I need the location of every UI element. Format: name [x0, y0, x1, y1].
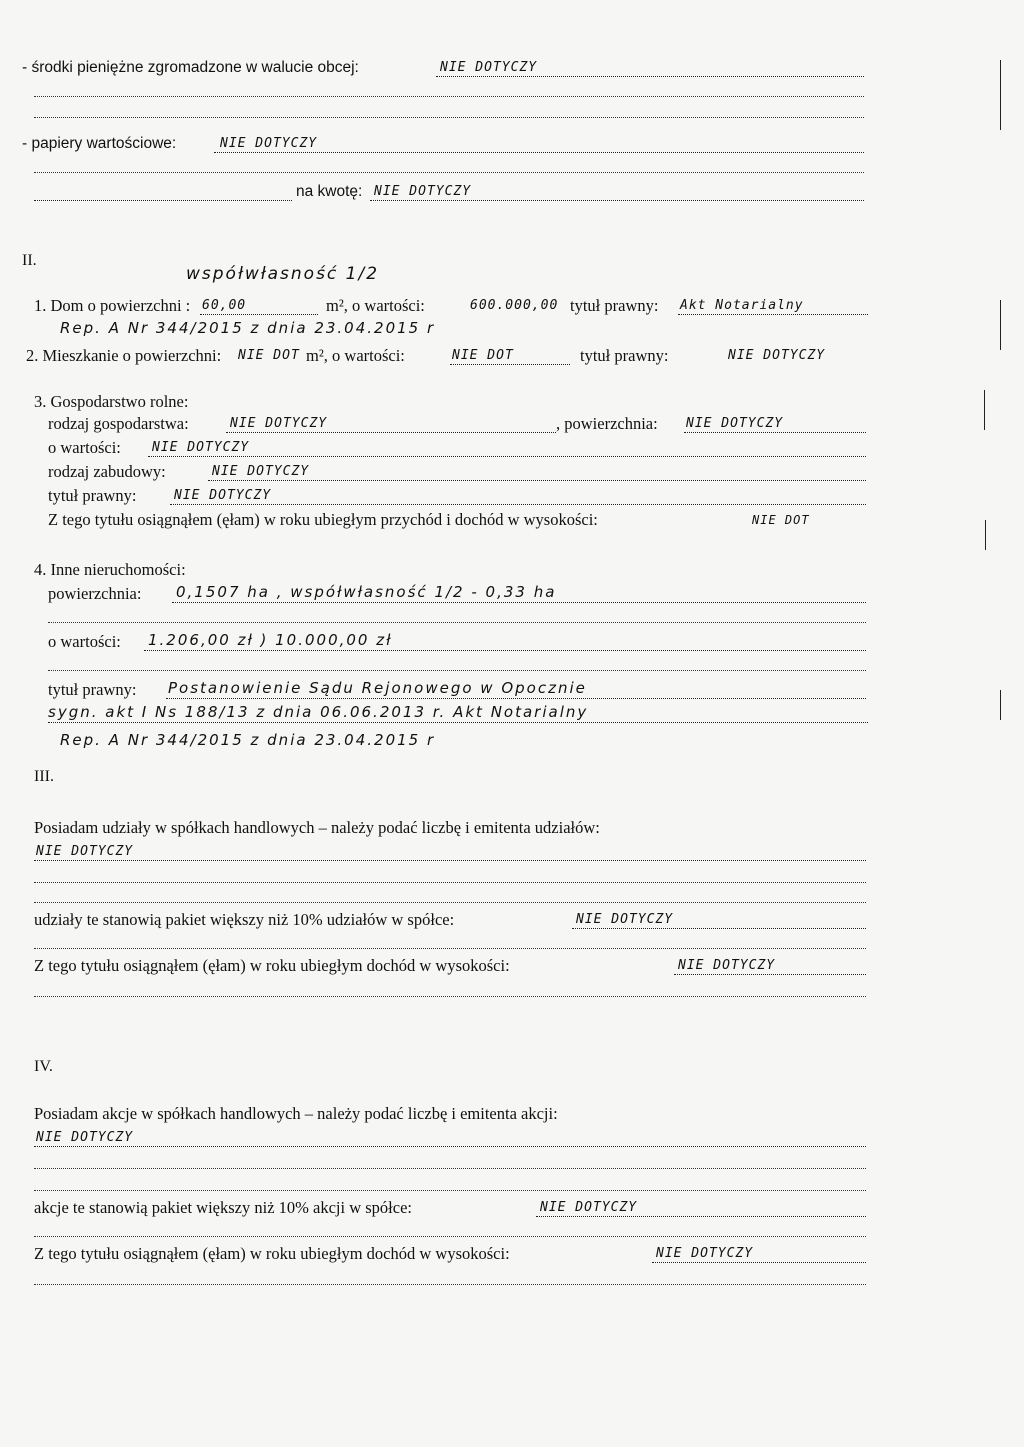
dotted-line: [572, 928, 866, 929]
dotted-line: [34, 96, 864, 97]
farm-income: NIE DOT: [752, 513, 810, 527]
stock-value: NIE DOTYCZY: [36, 1130, 134, 1145]
dotted-line: [34, 882, 866, 883]
stock-package-label: akcje te stanowią pakiet większy niż 10% akcji w spółce:: [34, 1198, 412, 1217]
flat-area: NIE DOT: [238, 348, 300, 363]
flat-title-label: tytuł prawny:: [580, 346, 669, 365]
dotted-line: [34, 948, 866, 949]
stock-label: Posiadam akcje w spółkach handlowych – należy podać liczbę i emitenta akcji:: [34, 1104, 558, 1123]
farm-area-label: , powierzchnia:: [556, 414, 658, 433]
farm-title: NIE DOTYCZY: [174, 488, 272, 503]
shares-package-value: NIE DOTYCZY: [576, 912, 674, 927]
shares-income-value: NIE DOTYCZY: [678, 958, 776, 973]
dotted-line: [674, 974, 866, 975]
margin-line: [1000, 690, 1001, 720]
dotted-line: [144, 650, 866, 651]
other-property-label: 4. Inne nieruchomości:: [34, 560, 186, 579]
farm-area: NIE DOTYCZY: [686, 416, 784, 431]
securities-value: NIE DOTYCZY: [220, 136, 318, 151]
dotted-line: [200, 314, 318, 315]
shares-income-label: Z tego tytułu osiągnąłem (ęłam) w roku ubiegłym dochód w wysokości:: [34, 956, 510, 975]
shares-label: Posiadam udziały w spółkach handlowych – należy podać liczbę i emitenta udziałów:: [34, 818, 600, 837]
margin-line: [1000, 300, 1001, 350]
dotted-line: [34, 1190, 866, 1191]
amount-value: NIE DOTYCZY: [374, 184, 472, 199]
other-area-label: powierzchnia:: [48, 584, 142, 603]
house-title-continued: Rep. A Nr 344/2015 z dnia 23.04.2015 r: [60, 319, 436, 337]
dotted-line: [48, 622, 866, 623]
dotted-line: [48, 670, 866, 671]
dotted-line: [34, 200, 292, 201]
co-ownership-note: współwłasność 1/2: [186, 264, 380, 284]
dotted-line: [34, 1236, 866, 1237]
dotted-line: [34, 1146, 866, 1147]
margin-line: [984, 390, 985, 430]
flat-title: NIE DOTYCZY: [728, 348, 826, 363]
other-title-line-2: sygn. akt I Ns 188/13 z dnia 06.06.2013 r. Akt Notarialny: [48, 703, 589, 721]
margin-line: [985, 520, 986, 550]
flat-value: NIE DOT: [452, 348, 514, 363]
shares-package-label: udziały te stanowią pakiet większy niż 10% udziałów w spółce:: [34, 910, 455, 929]
dotted-line: [450, 364, 570, 365]
farm-type-label: rodzaj gospodarstwa:: [48, 414, 189, 433]
house-title: Akt Notarialny: [680, 298, 804, 313]
dotted-line: [170, 504, 866, 505]
other-value: 1.206,00 zł ) 10.000,00 zł: [148, 631, 393, 649]
dotted-line: [148, 456, 866, 457]
stock-income-value: NIE DOTYCZY: [656, 1246, 754, 1261]
house-value-label: m², o wartości:: [326, 296, 425, 315]
dotted-line: [536, 1216, 866, 1217]
dotted-line: [678, 314, 868, 315]
dotted-line: [34, 996, 866, 997]
section-ii-numeral: II.: [22, 252, 37, 269]
farm-value-label: o wartości:: [48, 438, 121, 457]
dotted-line: [172, 602, 866, 603]
amount-label: na kwotę:: [296, 183, 363, 200]
dotted-line: [34, 860, 866, 861]
dotted-line: [34, 172, 864, 173]
house-label: 1. Dom o powierzchni :: [34, 296, 191, 315]
farm-buildings-label: rodzaj zabudowy:: [48, 462, 166, 481]
house-area: 60,00: [202, 298, 247, 313]
other-title-label: tytuł prawny:: [48, 680, 137, 699]
section-iii-numeral: III.: [34, 768, 54, 785]
farm-type: NIE DOTYCZY: [230, 416, 328, 431]
house-value: 600.000,00: [470, 298, 559, 313]
other-area: 0,1507 ha , współwłasność 1/2 - 0,33 ha: [176, 583, 557, 601]
dotted-line: [684, 432, 866, 433]
farm-income-label: Z tego tytułu osiągnąłem (ęłam) w roku ubiegłym przychód i dochód w wysokości:: [48, 510, 598, 529]
foreign-cash-value: NIE DOTYCZY: [440, 60, 538, 75]
dotted-line: [34, 1168, 866, 1169]
stock-income-label: Z tego tytułu osiągnąłem (ęłam) w roku ubiegłym dochód w wysokości:: [34, 1244, 510, 1263]
shares-value: NIE DOTYCZY: [36, 844, 134, 859]
other-title-line-3: Rep. A Nr 344/2015 z dnia 23.04.2015 r: [60, 731, 436, 749]
stock-package-value: NIE DOTYCZY: [540, 1200, 638, 1215]
other-value-label: o wartości:: [48, 632, 121, 651]
farm-title-label: tytuł prawny:: [48, 486, 137, 505]
section-iv-numeral: IV.: [34, 1058, 53, 1075]
farm-value: NIE DOTYCZY: [152, 440, 250, 455]
dotted-line: [208, 480, 866, 481]
dotted-line: [226, 432, 556, 433]
dotted-line: [34, 1284, 866, 1285]
dotted-line: [652, 1262, 866, 1263]
securities-label: - papiery wartościowe:: [22, 135, 177, 152]
farm-label: 3. Gospodarstwo rolne:: [34, 392, 189, 411]
dotted-line: [34, 117, 864, 118]
house-title-label: tytuł prawny:: [570, 296, 659, 315]
foreign-cash-label: - środki pieniężne zgromadzone w walucie obcej:: [22, 59, 359, 76]
dotted-line: [370, 200, 864, 201]
dotted-line: [166, 698, 866, 699]
dotted-line: [48, 722, 868, 723]
flat-label: 2. Mieszkanie o powierzchni:: [26, 346, 222, 365]
dotted-line: [214, 152, 864, 153]
other-title-line-1: Postanowienie Sądu Rejonowego w Opocznie: [168, 679, 587, 697]
dotted-line: [34, 902, 866, 903]
margin-line: [1000, 60, 1001, 130]
dotted-line: [436, 76, 864, 77]
farm-buildings: NIE DOTYCZY: [212, 464, 310, 479]
flat-value-label: m², o wartości:: [306, 346, 405, 365]
